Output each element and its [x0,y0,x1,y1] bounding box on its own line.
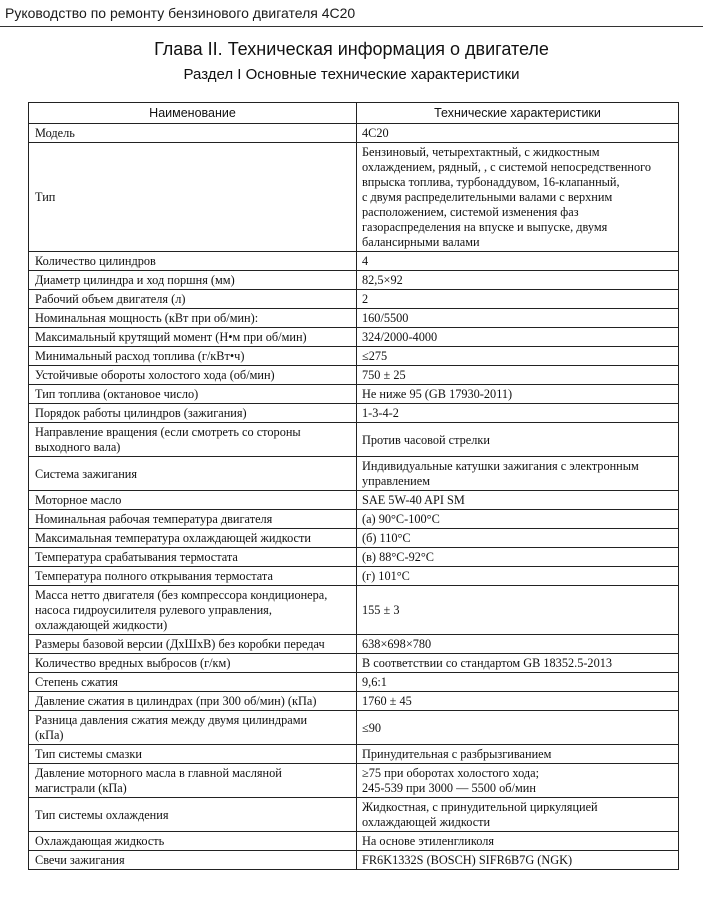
row-name: Разница давления сжатия между двумя цилиндрами (кПа) [29,711,357,745]
table-row [29,423,679,457]
row-value: 155 ± 3 [357,586,679,635]
row-value: (г) 101°C [357,567,679,586]
row-name: Охлаждающая жидкость [29,832,357,851]
table-row [29,404,679,423]
row-name: Модель [29,124,357,143]
row-name: Тип [29,143,357,252]
row-value: 1760 ± 45 [357,692,679,711]
table-row [29,832,679,851]
row-value: 1-3-4-2 [357,404,679,423]
row-name: Температура срабатывания термостата [29,548,357,567]
table-row [29,745,679,764]
table-row [29,347,679,366]
row-name: Давление сжатия в цилиндрах (при 300 об/мин) (кПа) [29,692,357,711]
row-value: 82,5×92 [357,271,679,290]
table-row [29,567,679,586]
row-value: 324/2000-4000 [357,328,679,347]
row-name: Диаметр цилиндра и ход поршня (мм) [29,271,357,290]
table-row [29,271,679,290]
row-name: Номинальная рабочая температура двигателя [29,510,357,529]
table-row [29,290,679,309]
row-value: Бензиновый, четырехтактный, с жидкостным охлаждением, рядный, , с системой непосредственного впрыска топлива, турбонаддувом, 16-клапанный, с двумя распределительными валами с верхним расположением, системой изменения фаз газораспределения на впуске и выпуске, двумя балансирными валами [357,143,679,252]
table-row [29,124,679,143]
row-name: Тип системы смазки [29,745,357,764]
column-header-spec: Технические характеристики [357,103,679,124]
row-value: Принудительная с разбрызгиванием [357,745,679,764]
table-row [29,309,679,328]
table-row [29,328,679,347]
row-name: Масса нетто двигателя (без компрессора кондиционера, насоса гидроусилителя рулевого управления, охлаждающей жидкости) [29,586,357,635]
row-value: ≥75 при оборотах холостого хода; 245-539 при 3000 — 5500 об/мин [357,764,679,798]
row-value: 160/5500 [357,309,679,328]
table-row [29,491,679,510]
table-row [29,692,679,711]
row-name: Количество вредных выбросов (г/км) [29,654,357,673]
table-row [29,798,679,832]
row-name: Максимальная температура охлаждающей жидкости [29,529,357,548]
row-name: Температура полного открывания термостата [29,567,357,586]
row-value: ≤275 [357,347,679,366]
row-value: 638×698×780 [357,635,679,654]
table-row [29,366,679,385]
table-row [29,143,679,252]
row-name: Свечи зажигания [29,851,357,870]
row-value: 2 [357,290,679,309]
table-row [29,510,679,529]
row-value: 9,6:1 [357,673,679,692]
row-name: Номинальная мощность (кВт при об/мин): [29,309,357,328]
table-row [29,548,679,567]
row-name: Порядок работы цилиндров (зажигания) [29,404,357,423]
row-name: Тип системы охлаждения [29,798,357,832]
specifications-table [28,102,679,870]
row-value: В соответствии со стандартом GB 18352.5-2013 [357,654,679,673]
row-value: 4 [357,252,679,271]
table-row [29,851,679,870]
row-name: Рабочий объем двигателя (л) [29,290,357,309]
table-header-row [29,103,679,124]
table-row [29,529,679,548]
row-name: Устойчивые обороты холостого хода (об/мин) [29,366,357,385]
row-name: Система зажигания [29,457,357,491]
row-name: Тип топлива (октановое число) [29,385,357,404]
row-name: Направление вращения (если смотреть со стороны выходного вала) [29,423,357,457]
row-value: 4C20 [357,124,679,143]
row-value: 750 ± 25 [357,366,679,385]
row-name: Минимальный расход топлива (г/кВт•ч) [29,347,357,366]
row-value: (в) 88°C-92°C [357,548,679,567]
row-value: (б) 110°C [357,529,679,548]
table-row [29,635,679,654]
row-value: Не ниже 95 (GB 17930-2011) [357,385,679,404]
table-row [29,457,679,491]
row-value: Индивидуальные катушки зажигания с электронным управлением [357,457,679,491]
row-name: Моторное масло [29,491,357,510]
section-title: Раздел I Основные технические характеристики [183,66,520,83]
table-row [29,385,679,404]
row-value: SAE 5W-40 API SM [357,491,679,510]
row-name: Степень сжатия [29,673,357,692]
row-value: Жидкостная, с принудительной циркуляцией охлаждающей жидкости [357,798,679,832]
row-value: (а) 90°C-100°C [357,510,679,529]
running-header: Руководство по ремонту бензинового двигателя 4C20 [5,5,356,21]
chapter-title: Глава II. Техническая информация о двигателе [154,39,549,59]
row-name: Количество цилиндров [29,252,357,271]
table-row [29,654,679,673]
table-row [29,252,679,271]
table-row [29,586,679,635]
row-value: Против часовой стрелки [357,423,679,457]
table-row [29,673,679,692]
header-divider [0,26,703,27]
table-row [29,764,679,798]
table-row [29,711,679,745]
row-value: На основе этиленгликоля [357,832,679,851]
column-header-name: Наименование [29,103,357,124]
row-name: Максимальный крутящий момент (Н•м при об/мин) [29,328,357,347]
row-name: Размеры базовой версии (ДхШхВ) без коробки передач [29,635,357,654]
row-value: FR6K1332S (BOSCH) SIFR6B7G (NGK) [357,851,679,870]
row-name: Давление моторного масла в главной масляной магистрали (кПа) [29,764,357,798]
row-value: ≤90 [357,711,679,745]
